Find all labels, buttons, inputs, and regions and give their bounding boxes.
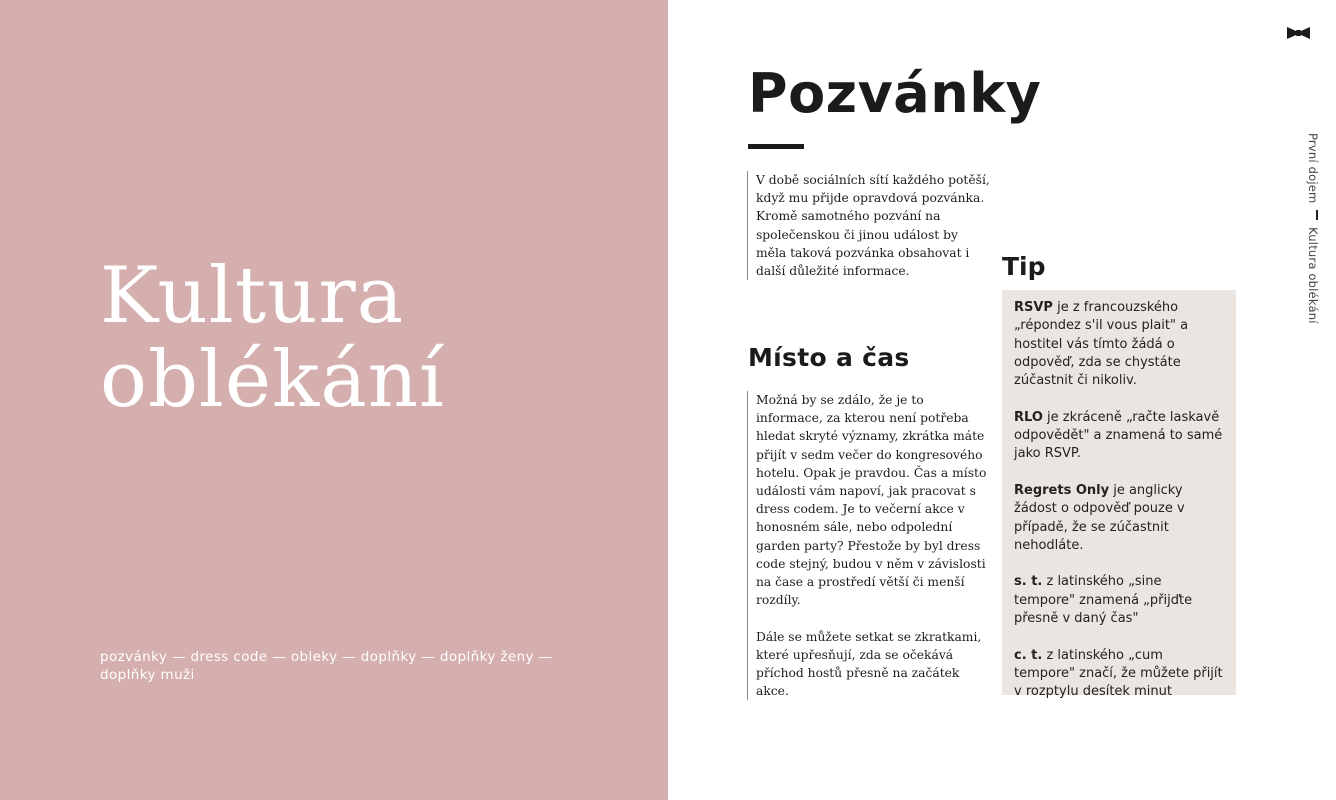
intro-text: V době sociálních sítí každého potěší, když mu přijde opravdová pozvánka. Kromě samotného pozvání na společenskou či jinou událost by měla taková pozvánka obsahovat i další důležité informace. bbox=[756, 173, 990, 279]
tip-text: z latinského „cum tempore" značí, že můžete přijít v rozptylu desítek minut bbox=[1014, 647, 1223, 700]
tip-term: s. t. bbox=[1014, 574, 1043, 590]
bow-tie-icon bbox=[1287, 27, 1310, 39]
tip-text: je anglicky žádost o odpověď pouze v případě, že se zúčastnit nehodláte. bbox=[1014, 482, 1185, 553]
chapter-title-line-1: Kultura bbox=[100, 251, 405, 341]
chapter-title-line-2: oblékání bbox=[100, 335, 445, 425]
running-header bbox=[1306, 133, 1320, 324]
tip-term: RLO bbox=[1014, 409, 1043, 425]
tip-item bbox=[1014, 409, 1226, 464]
tip-heading: Tip bbox=[1002, 252, 1046, 281]
page-title: Pozvánky bbox=[748, 62, 1042, 125]
tip-term: RSVP bbox=[1014, 300, 1053, 315]
tip-term: c. t. bbox=[1014, 647, 1043, 663]
misto-paragraph-2: Dále se můžete setkat se zkratkami, které upřesňují, zda se očekává příchod hostů přesně na začátek akce. bbox=[756, 629, 982, 699]
chapter-nav: pozvánky — dress code — obleky — doplňky — doplňky ženy — doplňky muži bbox=[100, 649, 553, 683]
intro-paragraph bbox=[747, 171, 992, 280]
running-header-part: První dojem bbox=[1306, 133, 1320, 204]
section-heading-misto: Místo a čas bbox=[748, 343, 910, 372]
tip-text: z latinského „sine tempore" znamená „přijďte přesně v daný čas" bbox=[1014, 574, 1193, 627]
tip-item bbox=[1014, 573, 1226, 628]
misto-body bbox=[747, 391, 992, 700]
tip-text: je z francouzského „répondez s'il vous plait" a hostitel vás tímto žádá o odpověď, zda se chystáte zúčastnit či nikoliv. bbox=[1014, 300, 1189, 389]
tip-item bbox=[1014, 299, 1226, 390]
tip-text: je zkráceně „račte laskavě odpovědět" a znamená to samé jako RSVP. bbox=[1014, 409, 1223, 462]
tip-box bbox=[1002, 290, 1236, 700]
running-header-part: Kultura oblékání bbox=[1306, 227, 1320, 324]
misto-paragraph-1: Možná by se zdálo, že je to informace, za kterou není potřeba hledat skryté významy, zkrátka máte přijít v sedm večer do kongresového hotelu. Opak je pravdou. Čas a místo události vám napoví, jak pracovat s dress codem. Je to večerní akce v honosném sále, nebo odpolední garden party? Přestože by byl dress code stejný, budou v něm v závislosti na čase a prostředí větší či menší rozdíly. bbox=[756, 393, 987, 608]
chapter-title bbox=[100, 251, 445, 425]
tip-item bbox=[1014, 482, 1226, 555]
tip-item bbox=[1014, 647, 1226, 702]
title-underline bbox=[748, 144, 804, 149]
header-separator bbox=[1316, 210, 1318, 220]
tip-term: Regrets Only bbox=[1014, 482, 1110, 498]
